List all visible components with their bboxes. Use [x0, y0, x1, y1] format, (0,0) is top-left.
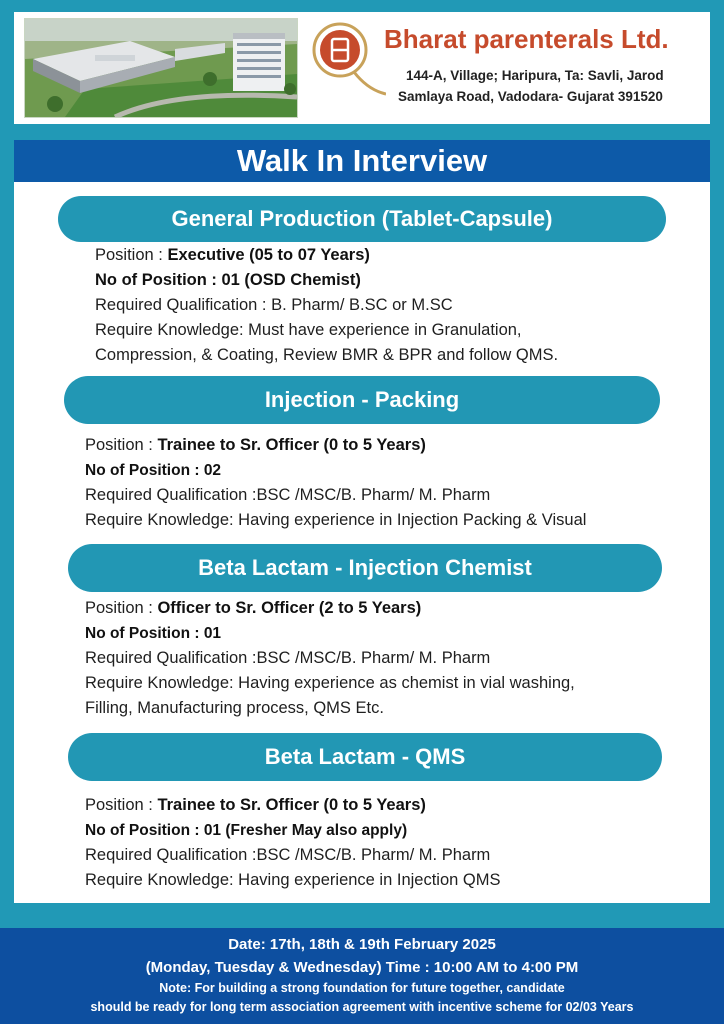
interview-date: Date: 17th, 18th & 19th February 2025 [228, 936, 496, 953]
content-panel [14, 182, 710, 903]
knowledge-line: Require Knowledge: Must have experience in Granulation, [95, 321, 522, 339]
no-of-position: No of Position : 01 [85, 625, 222, 642]
position-label: Position : [95, 246, 168, 264]
knowledge-line: Compression, & Coating, Review BMR & BPR and follow QMS. [95, 346, 559, 364]
header [14, 12, 710, 124]
knowledge-line: Filling, Manufacturing process, QMS Etc. [85, 699, 384, 717]
position-line: Position : Trainee to Sr. Officer (0 to 5 Years) [85, 436, 426, 454]
factory-photo [24, 18, 298, 118]
section-heading-general-production: General Production (Tablet-Capsule) [58, 196, 666, 242]
section-heading-beta-lactam-injection-chemist: Beta Lactam - Injection Chemist [68, 544, 662, 592]
knowledge-line: Require Knowledge: Having experience as chemist in vial washing, [85, 674, 575, 692]
knowledge-line: Require Knowledge: Having experience in Injection Packing & Visual [85, 511, 587, 529]
position-line [95, 246, 370, 265]
qualification-line: Required Qualification : B. Pharm/ B.SC or M.SC [95, 296, 453, 314]
no-of-position: No of Position : 01 (OSD Chemist) [95, 271, 361, 289]
section-heading-injection-packing: Injection - Packing [64, 376, 660, 424]
no-of-position: No of Position : 01 (Fresher May also apply) [85, 822, 408, 839]
no-of-position: No of Position : 02 [85, 462, 222, 479]
qualification-line: Required Qualification :BSC /MSC/B. Pharm/ M. Pharm [85, 846, 491, 864]
section-heading-beta-lactam-qms: Beta Lactam - QMS [68, 733, 662, 781]
company-name: Bharat parenterals Ltd. [384, 24, 669, 54]
page-title-banner: Walk In Interview [14, 140, 710, 182]
position-line: Position : Officer to Sr. Officer (2 to 5 Years) [85, 599, 422, 617]
company-logo [306, 20, 386, 96]
address-line-1: 144-A, Village; Haripura, Ta: Savli, Jarod [406, 68, 664, 83]
position-line: Position : Trainee to Sr. Officer (0 to 5 Years) [85, 796, 426, 814]
footer-note-2: should be ready for long term association agreement with incentive scheme for 02/03 Years [90, 1000, 634, 1014]
address-line-2: Samlaya Road, Vadodara- Gujarat 391520 [398, 89, 663, 104]
position-value: Executive (05 to 07 Years) [167, 246, 370, 264]
qualification-line: Required Qualification :BSC /MSC/B. Pharm/ M. Pharm [85, 649, 491, 667]
knowledge-line: Require Knowledge: Having experience in Injection QMS [85, 871, 501, 889]
footer [0, 928, 724, 1024]
interview-days-time: (Monday, Tuesday & Wednesday) Time : 10:00 AM to 4:00 PM [145, 959, 579, 976]
footer-note-1: Note: For building a strong foundation for future together, candidate [159, 981, 565, 995]
qualification-line: Required Qualification :BSC /MSC/B. Pharm/ M. Pharm [85, 486, 491, 504]
